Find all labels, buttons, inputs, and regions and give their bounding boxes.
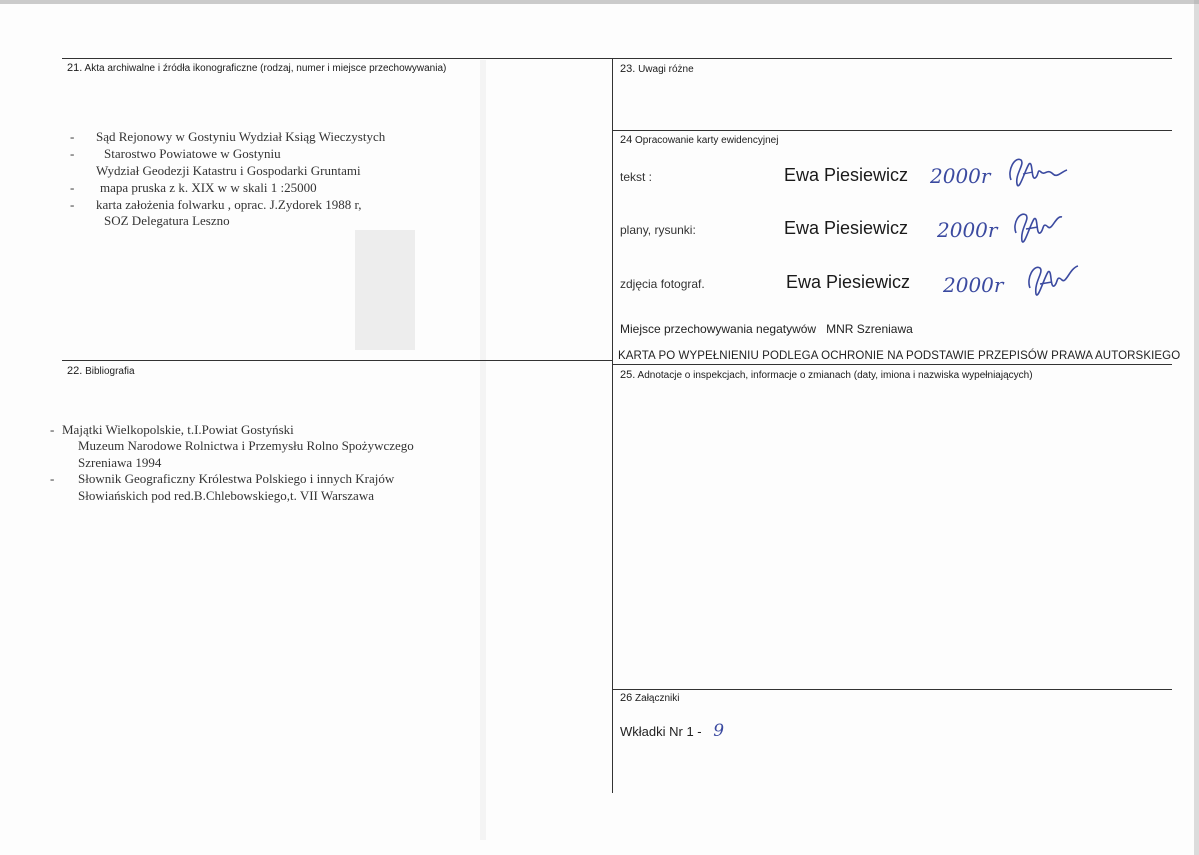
section21-line-2: Starostwo Powiatowe w Gostyniu xyxy=(104,146,281,161)
author-text-label: tekst : xyxy=(620,170,653,184)
section22-line-2: Muzeum Narodowe Rolnictwa i Przemysłu Rolno Spożywczego xyxy=(78,438,414,453)
section22-line-4: Słownik Geograficzny Królestwa Polskiego i innych Krajów xyxy=(78,471,395,486)
section24-number: 24 xyxy=(620,134,633,146)
handwritten-signature xyxy=(1010,205,1070,250)
section26-header xyxy=(620,692,680,704)
section26-title: Załączniki xyxy=(635,693,680,704)
section24-title: Opracowanie karty ewidencyjnej xyxy=(635,135,779,146)
bullet-dash: - xyxy=(50,422,55,437)
section21-header xyxy=(67,62,446,74)
section23-header xyxy=(620,63,694,75)
negatives-storage xyxy=(620,322,913,336)
section21-title: Akta archiwalne i źródła ikonograficzne (rodzaj, numer i miejsce przechowywania) xyxy=(84,63,447,74)
section25-number: 25. xyxy=(620,369,636,381)
handwritten-signature xyxy=(1024,258,1084,303)
author-plans-label: plany, rysunki: xyxy=(620,223,696,237)
author-plans-name: Ewa Piesiewicz xyxy=(784,218,909,238)
section21-line-1: Sąd Rejonowy w Gostyniu Wydział Ksiąg Wieczystych xyxy=(96,129,386,144)
attachments-count-handwritten: 9 xyxy=(713,721,725,741)
scan-smudge xyxy=(355,230,415,350)
author-photos-name: Ewa Piesiewicz xyxy=(786,272,911,292)
author-photos-year: 2000r xyxy=(943,273,1004,297)
section21-line-5: karta założenia folwarku , oprac. J.Zydorek 1988 r, xyxy=(96,197,362,212)
bullet-dash: - xyxy=(50,471,55,486)
section22-title: Bibliografia xyxy=(85,366,135,377)
section22-top-line xyxy=(62,360,613,361)
section23-number: 23. xyxy=(620,63,636,75)
section22-line-3: Szreniawa 1994 xyxy=(78,455,162,470)
section22-header xyxy=(67,365,135,377)
top-border-line xyxy=(62,58,1172,59)
center-divider xyxy=(612,58,613,793)
copyright-notice: KARTA PO WYPEŁNIENIU PODLEGA OCHRONIE NA PODSTAWIE PRZEPISÓW PRAWA AUTORSKIEGO xyxy=(618,350,1181,362)
bullet-dash: - xyxy=(70,180,75,195)
bullet-dash: - xyxy=(70,146,75,161)
section24-top-line xyxy=(612,130,1172,131)
section25-top-line xyxy=(612,364,1172,365)
section21-line-6: SOZ Delegatura Leszno xyxy=(104,213,230,228)
author-plans-year: 2000r xyxy=(937,218,998,242)
bullet-dash: - xyxy=(70,129,75,144)
section24-header xyxy=(620,134,778,146)
scan-smudge xyxy=(1194,0,1199,855)
author-photos-label: zdjęcia fotograf. xyxy=(620,277,705,291)
scan-smudge xyxy=(480,60,486,840)
section21-number: 21. xyxy=(67,62,83,74)
section22-line-5: Słowiańskich pod red.B.Chlebowskiego,t. VII Warszawa xyxy=(78,488,374,503)
attachments-value xyxy=(620,721,724,741)
section25-header xyxy=(620,369,1033,381)
scan-smudge xyxy=(0,0,1199,4)
section25-title: Adnotacje o inspekcjach, informacje o zmianach (daty, imiona i nazwiska wypełniających) xyxy=(637,370,1033,381)
handwritten-signature xyxy=(1003,150,1073,195)
section23-title: Uwagi różne xyxy=(638,64,694,75)
section26-number: 26 xyxy=(620,692,633,704)
section21-line-3: Wydział Geodezji Katastru i Gospodarki Gruntami xyxy=(96,163,361,178)
section22-number: 22. xyxy=(67,365,83,377)
negatives-label: Miejsce przechowywania negatywów xyxy=(620,322,817,336)
negatives-value: MNR Szreniawa xyxy=(826,322,913,336)
bullet-dash: - xyxy=(70,197,75,212)
section22-line-1: Majątki Wielkopolskie, t.I.Powiat Gostyński xyxy=(62,422,294,437)
author-text-year: 2000r xyxy=(930,164,991,188)
author-text-name: Ewa Piesiewicz xyxy=(784,165,909,185)
section26-top-line xyxy=(612,689,1172,690)
section21-line-4: mapa pruska z k. XIX w w skali 1 :25000 xyxy=(100,180,317,195)
attachments-prefix: Wkładki Nr 1 - xyxy=(620,724,702,739)
